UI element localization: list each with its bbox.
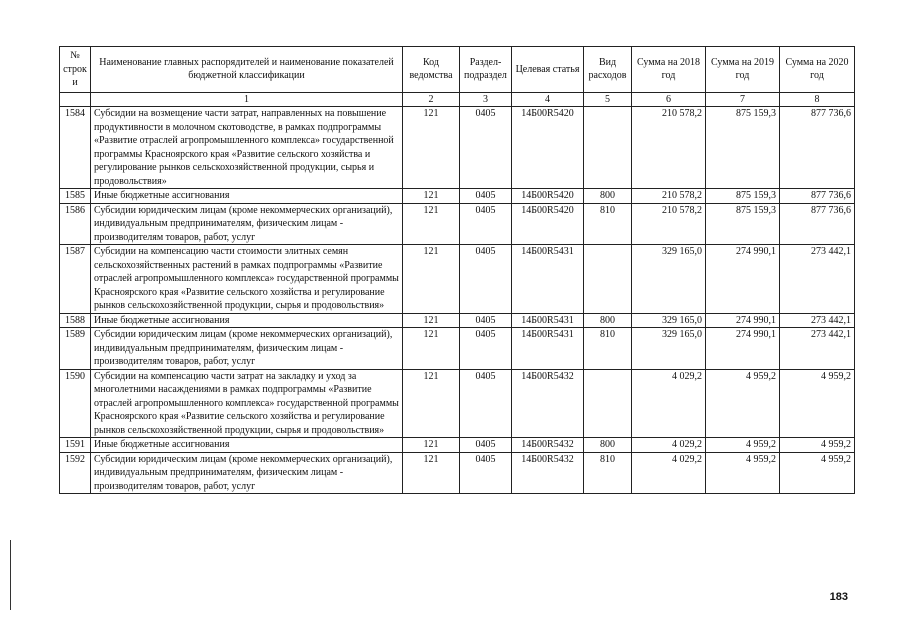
cell-sum-2020: 877 736,6 xyxy=(780,107,855,189)
cell-department-code: 121 xyxy=(403,245,460,314)
cell-row-number: 1584 xyxy=(60,107,91,189)
page-number: 183 xyxy=(829,591,848,603)
table-row xyxy=(60,369,855,438)
column-number: 6 xyxy=(632,92,706,107)
cell-target-article: 14Б00R5432 xyxy=(512,438,584,453)
cell-sum-2018: 4 029,2 xyxy=(632,438,706,453)
cell-section-code: 0405 xyxy=(460,245,512,314)
table-row xyxy=(60,189,855,204)
cell-row-number: 1592 xyxy=(60,452,91,494)
cell-section-code: 0405 xyxy=(460,189,512,204)
header-expense-type: Вид расходов xyxy=(584,47,632,93)
cell-sum-2019: 4 959,2 xyxy=(706,438,780,453)
cell-sum-2019: 875 159,3 xyxy=(706,189,780,204)
cell-sum-2019: 875 159,3 xyxy=(706,203,780,245)
cell-expense-type: 810 xyxy=(584,452,632,494)
cell-row-name: Субсидии на компенсацию части затрат на закладку и уход за многолетними насаждениями в рамках подпрограммы «Развитие отраслей агропромышленного комплекса» государственной программы Красноярского края «Развитие сельского хозяйства и регулирование рынков сельскохозяйственной продукции, сырья и продовольствия» xyxy=(91,369,403,438)
table-row xyxy=(60,203,855,245)
cell-target-article: 14Б00R5431 xyxy=(512,313,584,328)
cell-target-article: 14Б00R5432 xyxy=(512,369,584,438)
cell-row-number: 1585 xyxy=(60,189,91,204)
cell-row-number: 1591 xyxy=(60,438,91,453)
header-sum-2019: Сумма на 2019 год xyxy=(706,47,780,93)
cell-sum-2018: 329 165,0 xyxy=(632,328,706,370)
cell-sum-2019: 274 990,1 xyxy=(706,328,780,370)
cell-section-code: 0405 xyxy=(460,203,512,245)
cell-expense-type: 800 xyxy=(584,313,632,328)
cell-sum-2018: 329 165,0 xyxy=(632,313,706,328)
cell-expense-type xyxy=(584,245,632,314)
column-number: 8 xyxy=(780,92,855,107)
cell-target-article: 14Б00R5431 xyxy=(512,328,584,370)
cell-row-name: Иные бюджетные ассигнования xyxy=(91,189,403,204)
binding-edge-line xyxy=(10,540,11,610)
header-row xyxy=(60,47,855,93)
cell-sum-2018: 329 165,0 xyxy=(632,245,706,314)
header-sum-2018: Сумма на 2018 год xyxy=(632,47,706,93)
cell-department-code: 121 xyxy=(403,189,460,204)
header-name: Наименование главных распорядителей и наименование показателей бюджетной классификации xyxy=(91,47,403,93)
cell-sum-2018: 210 578,2 xyxy=(632,189,706,204)
header-row-number: № строки xyxy=(60,47,91,93)
column-number: 1 xyxy=(91,92,403,107)
column-number: 4 xyxy=(512,92,584,107)
cell-section-code: 0405 xyxy=(460,107,512,189)
cell-expense-type: 800 xyxy=(584,189,632,204)
column-number: 3 xyxy=(460,92,512,107)
cell-row-name: Иные бюджетные ассигнования xyxy=(91,313,403,328)
cell-row-name: Субсидии юридическим лицам (кроме некоммерческих организаций), индивидуальным предпринимателям, физическим лицам - производителям товаров, работ, услуг xyxy=(91,452,403,494)
table-body xyxy=(60,107,855,494)
cell-sum-2019: 274 990,1 xyxy=(706,245,780,314)
cell-department-code: 121 xyxy=(403,203,460,245)
cell-row-number: 1589 xyxy=(60,328,91,370)
cell-department-code: 121 xyxy=(403,313,460,328)
cell-sum-2018: 210 578,2 xyxy=(632,107,706,189)
cell-sum-2018: 4 029,2 xyxy=(632,369,706,438)
cell-sum-2019: 4 959,2 xyxy=(706,452,780,494)
cell-row-number: 1587 xyxy=(60,245,91,314)
cell-sum-2019: 4 959,2 xyxy=(706,369,780,438)
cell-department-code: 121 xyxy=(403,369,460,438)
cell-section-code: 0405 xyxy=(460,369,512,438)
cell-target-article: 14Б00R5431 xyxy=(512,245,584,314)
cell-sum-2019: 274 990,1 xyxy=(706,313,780,328)
cell-sum-2018: 210 578,2 xyxy=(632,203,706,245)
cell-target-article: 14Б00R5420 xyxy=(512,189,584,204)
cell-sum-2020: 4 959,2 xyxy=(780,369,855,438)
cell-section-code: 0405 xyxy=(460,328,512,370)
cell-sum-2018: 4 029,2 xyxy=(632,452,706,494)
table-row xyxy=(60,107,855,189)
column-number: 7 xyxy=(706,92,780,107)
cell-sum-2020: 4 959,2 xyxy=(780,438,855,453)
table-row xyxy=(60,438,855,453)
column-number: 2 xyxy=(403,92,460,107)
cell-row-name: Субсидии юридическим лицам (кроме некоммерческих организаций), индивидуальным предпринимателям, физическим лицам - производителям товаров, работ, услуг xyxy=(91,203,403,245)
cell-row-number: 1586 xyxy=(60,203,91,245)
cell-row-number: 1588 xyxy=(60,313,91,328)
cell-department-code: 121 xyxy=(403,328,460,370)
cell-expense-type xyxy=(584,369,632,438)
table-row xyxy=(60,313,855,328)
cell-expense-type xyxy=(584,107,632,189)
cell-sum-2020: 877 736,6 xyxy=(780,203,855,245)
cell-expense-type: 810 xyxy=(584,203,632,245)
table-row xyxy=(60,245,855,314)
cell-department-code: 121 xyxy=(403,452,460,494)
cell-sum-2020: 273 442,1 xyxy=(780,245,855,314)
column-number: 5 xyxy=(584,92,632,107)
cell-row-number: 1590 xyxy=(60,369,91,438)
cell-department-code: 121 xyxy=(403,107,460,189)
cell-sum-2020: 273 442,1 xyxy=(780,328,855,370)
header-target-article: Целевая статья xyxy=(512,47,584,93)
header-sum-2020: Сумма на 2020 год xyxy=(780,47,855,93)
cell-sum-2020: 273 442,1 xyxy=(780,313,855,328)
table-row xyxy=(60,452,855,494)
budget-table xyxy=(59,46,855,494)
cell-department-code: 121 xyxy=(403,438,460,453)
header-department-code: Код ведомства xyxy=(403,47,460,93)
cell-row-name: Субсидии на возмещение части затрат, направленных на повышение продуктивности в молочном скотоводстве, в рамках подпрограммы «Развитие отраслей агропромышленного комплекса» государственной программы Красноярского края «Развитие сельского хозяйства и регулирование рынков сельскохозяйственной продукции, сырья и продовольствия» xyxy=(91,107,403,189)
cell-row-name: Субсидии юридическим лицам (кроме некоммерческих организаций), индивидуальным предпринимателям, физическим лицам - производителям товаров, работ, услуг xyxy=(91,328,403,370)
header-section: Раздел-подраздел xyxy=(460,47,512,93)
cell-target-article: 14Б00R5432 xyxy=(512,452,584,494)
cell-row-name: Иные бюджетные ассигнования xyxy=(91,438,403,453)
cell-expense-type: 810 xyxy=(584,328,632,370)
cell-section-code: 0405 xyxy=(460,313,512,328)
table-row xyxy=(60,328,855,370)
cell-sum-2020: 877 736,6 xyxy=(780,189,855,204)
cell-section-code: 0405 xyxy=(460,438,512,453)
column-number xyxy=(60,92,91,107)
cell-section-code: 0405 xyxy=(460,452,512,494)
column-number-row xyxy=(60,92,855,107)
cell-sum-2019: 875 159,3 xyxy=(706,107,780,189)
cell-target-article: 14Б00R5420 xyxy=(512,107,584,189)
cell-expense-type: 800 xyxy=(584,438,632,453)
cell-target-article: 14Б00R5420 xyxy=(512,203,584,245)
cell-sum-2020: 4 959,2 xyxy=(780,452,855,494)
cell-row-name: Субсидии на компенсацию части стоимости элитных семян сельскохозяйственных растений в рамках подпрограммы «Развитие отраслей агропромышленного комплекса» государственной программы Красноярского края «Развитие сельского хозяйства и регулирование рынков сельскохозяйственной продукции, сырья и продовольствия» xyxy=(91,245,403,314)
